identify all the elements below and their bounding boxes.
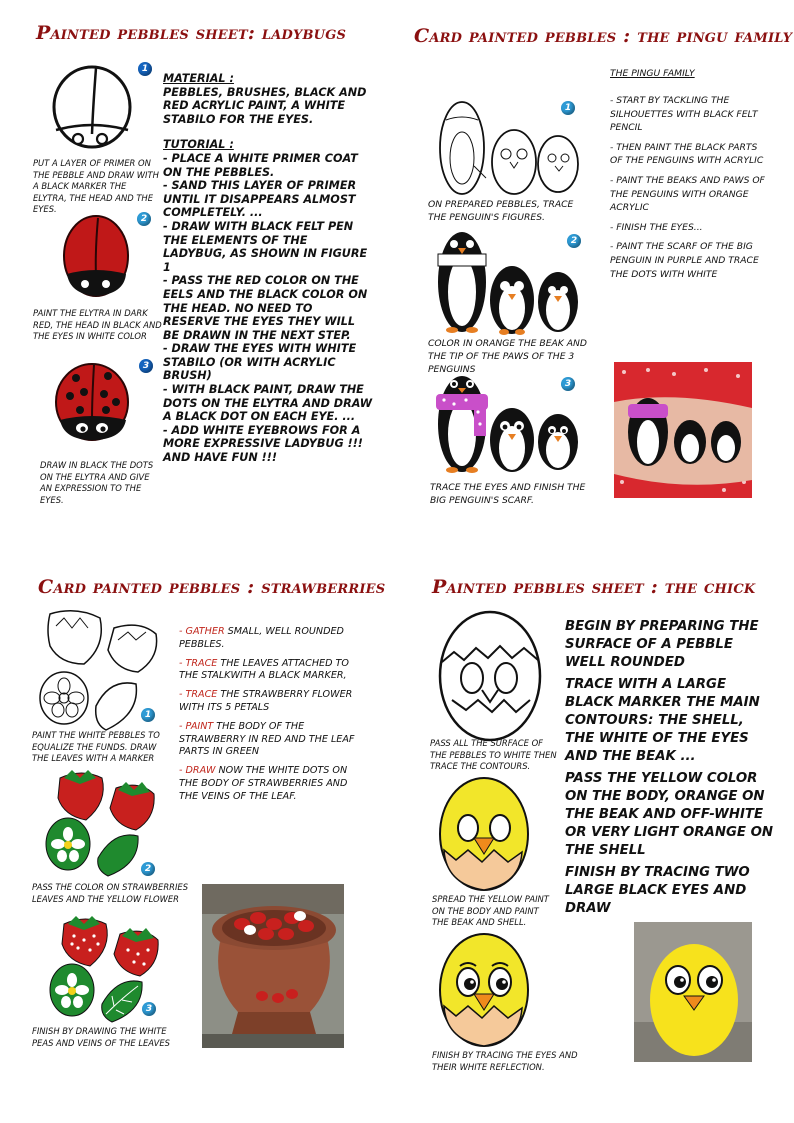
chick-instructions [565,618,775,918]
chick-instruction: PASS THE YELLOW COLOR ON THE BODY, ORANGE ON THE BEAK AND OFF-WHITE OR VERY LIGHT ORANGE ON THE SHELL [565,771,774,858]
instruction-text: SMALL, WELL ROUNDED PEBBLES. [179,626,344,650]
strawberry-title: Card painted pebbles : strawberries [38,576,386,598]
pingu-instruction: - THEN PAINT THE BLACK PARTS OF THE PENGUINS WITH ACRYLIC [610,141,764,167]
instruction-text: NOW THE WHITE DOTS ON THE BODY OF STRAWBERRIES AND THE VEINS OF THE LEAF. [179,765,348,802]
instruction-text: THE STRAWBERRY FLOWER WITH ITS 5 PETALS [179,689,353,713]
penguin-finished-drawing [432,372,582,482]
pingu-instruction: - START BY TACKLING THE SILHOUETTES WITH BLACK FELT PENCIL [610,95,758,134]
ladybug-step-1-caption: PUT A LAYER OF PRIMER ON THE PEBBLE AND DRAW WITH A BLACK MARKER THE ELYTRA, THE HEAD AND THE EYES. [33,158,159,215]
chick-step-2-caption: SPREAD THE YELLOW PAINT ON THE BODY AND PAINT THE BEAK AND SHELL. [432,894,549,928]
strawberry-instruction [179,689,369,715]
tutorial-step: - DRAW THE EYES WITH WHITE STABILO (OR WITH ACRYLIC BRUSH) [163,342,357,383]
strawberry-step-3-caption: FINISH BY DRAWING THE WHITE PEAS AND VEINS OF THE LEAVES [32,1026,170,1048]
strawberry-instruction [179,721,369,759]
strawberry-instruction [179,658,369,684]
instruction-text: THE BODY OF THE STRAWBERRY IN RED AND THE LEAF PARTS IN GREEN [179,720,355,758]
pingu-instruction: - PAINT THE BEAKS AND PAWS OF THE PENGUINS WITH ORANGE ACRYLIC [610,174,765,214]
pingu-title: Card painted pebbles : the pingu family [414,25,793,47]
pingu-subheading: THE PINGU FAMILY [610,68,695,79]
pingu-step-2-caption: COLOR IN ORANGE THE BEAK AND THE TIP OF THE PAWS OF THE 3 PENGUINS [428,338,587,375]
instruction-text: THE LEAVES ATTACHED TO THE STALKWITH A BLACK MARKER, [179,657,349,682]
material-text: PEBBLES, BRUSHES, BLACK AND RED ACRYLIC PAINT, A WHITE STABILO FOR THE EYES. [163,85,367,126]
ladybug-text [163,72,373,465]
chick-photo [634,922,752,1062]
tutorial-step: - SAND THIS LAYER OF PRIMER UNTIL IT DISAPPEARS ALMOST COMPLETELY. ... [163,179,357,220]
strawberry-pot-photo [202,884,344,1048]
chick-colored-drawing [436,772,536,892]
material-heading: MATERIAL : [163,72,234,85]
penguin-painted-drawing [432,230,582,340]
ladybug-red-drawing [60,212,140,302]
pingu-step-2-badge: 2 [567,234,581,248]
strawberry-step-1-badge: 1 [141,708,155,722]
tutorial-step: - WITH BLACK PAINT, DRAW THE DOTS ON THE ELYTRA AND DRAW A BLACK DOT ON EACH EYE. ... [163,383,373,424]
instruction-keyword: - TRACE [179,689,218,701]
ladybug-step-2-caption: PAINT THE ELYTRA IN DARK RED, THE HEAD IN BLACK AND THE EYES IN WHITE COLOR [33,308,162,342]
chick-step-3-caption: FINISH BY TRACING THE EYES AND THEIR WHITE REFLECTION. [432,1050,578,1072]
pingu-step-3-badge: 3 [561,377,575,391]
pingu-instruction: - PAINT THE SCARF OF THE BIG PENGUIN IN PURPLE AND TRACE THE DOTS WITH WHITE [610,241,759,280]
strawberry-finished-drawing [46,910,176,1020]
instruction-keyword: - DRAW [179,765,216,777]
chick-instruction: TRACE WITH A LARGE BLACK MARKER THE MAIN CONTOURS: THE SHELL, THE WHITE OF THE EYES AND THE BEAK ... [565,677,760,764]
pingu-instructions [610,94,772,287]
tutorial-step: - DRAW WITH BLACK FELT PEN THE ELEMENTS OF THE LADYBUG, AS SHOWN IN FIGURE 1 [163,219,368,274]
penguin-outline-drawing [434,96,584,206]
ladybug-step-3-caption: DRAW IN BLACK THE DOTS ON THE ELYTRA AND GIVE AN EXPRESSION TO THE EYES. [40,460,154,505]
ladybug-step-3-badge: 3 [139,359,153,373]
instruction-keyword: - TRACE [179,657,218,669]
instruction-keyword: - GATHER [179,626,225,637]
chick-instruction: FINISH BY TRACING TWO LARGE BLACK EYES AND DRAW [565,865,750,916]
ladybug-step-1-badge: 1 [138,62,152,76]
tutorial-heading: TUTORIAL : [163,138,234,152]
pingu-step-1-badge: 1 [561,101,575,115]
strawberry-step-1-caption: PAINT THE WHITE PEBBLES TO EQUALIZE THE FUNDS. DRAW THE LEAVES WITH A MARKER [32,730,160,764]
ladybug-dotted-drawing [52,358,142,448]
strawberry-instruction [179,765,369,803]
pingu-step-1-caption: ON PREPARED PEBBLES, TRACE THE PENGUIN'S FIGURES. [428,199,574,223]
penguin-photo [614,362,752,498]
pingu-step-3-caption: TRACE THE EYES AND FINISH THE BIG PENGUIN'S SCARF. [430,482,586,506]
instruction-keyword: - PAINT [179,720,214,732]
ladybug-outline-drawing [46,62,146,162]
strawberry-step-2-caption: PASS THE COLOR ON STRAWBERRIES LEAVES AND THE YELLOW FLOWER [32,882,189,904]
ladybug-step-2-badge: 2 [137,212,151,226]
ladybug-title: Painted pebbles sheet: ladybugs [36,22,347,44]
pingu-instruction: - FINISH THE EYES... [610,221,703,233]
tutorial-step: - PLACE A WHITE PRIMER COAT ON THE PEBBLES. [163,151,358,179]
chick-step-1-caption: PASS ALL THE SURFACE OF THE PEBBLES TO WHITE THEN TRACE THE CONTOURS. [430,738,557,772]
chick-outline-drawing [438,604,548,744]
tutorial-step: - ADD WHITE EYEBROWS FOR A MORE EXPRESSIVE LADYBUG !!! AND HAVE FUN !!! [163,423,363,465]
strawberry-step-2-badge: 2 [141,862,155,876]
strawberry-instructions [179,626,369,810]
strawberry-colored-drawing [42,764,172,874]
chick-instruction: BEGIN BY PREPARING THE SURFACE OF A PEBBLE WELL ROUNDED [565,619,759,670]
chick-finished-drawing [436,928,536,1048]
tutorial-step: - PASS THE RED COLOR ON THE EELS AND THE BLACK COLOR ON THE HEAD. NO NEED TO RESERVE THE EYES THEY WILL BE DRAWN IN THE NEXT STEP. [163,274,368,342]
chick-title: Painted pebbles sheet : the chick [432,576,756,598]
strawberry-instruction [179,626,369,652]
strawberry-step-3-badge: 3 [142,1002,156,1016]
